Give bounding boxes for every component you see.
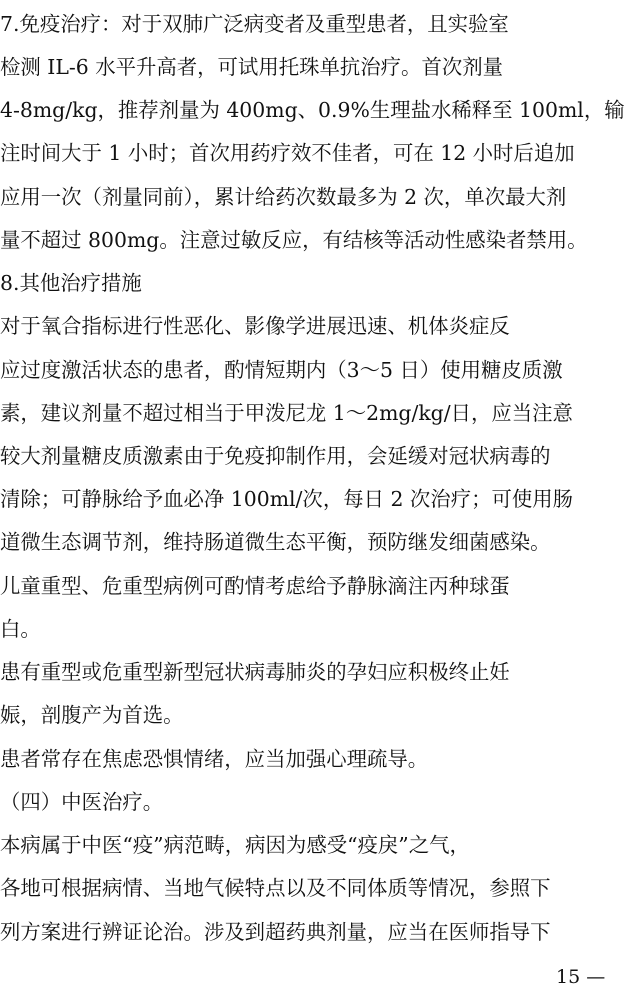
text-line: 清除；可静脉给予血必净 100ml/次，每日 2 次治疗；可使用肠 <box>0 487 574 511</box>
text-line: 白。 <box>0 617 41 641</box>
text-line: 患者常存在焦虑恐惧情绪，应当加强心理疏导。 <box>0 747 429 771</box>
page-number: 15 — <box>556 966 606 988</box>
text-line: 应用一次（剂量同前），累计给药次数最多为 2 次，单次最大剂 <box>0 185 567 209</box>
text-line: 7.免疫治疗：对于双肺广泛病变者及重型患者，且实验室 <box>0 12 509 36</box>
text-line: 素，建议剂量不超过相当于甲泼尼龙 1～2mg/kg/日，应当注意 <box>0 401 573 425</box>
text-line: 量不超过 800mg。注意过敏反应，有结核等活动性感染者禁用。 <box>0 228 588 252</box>
text-line: 儿童重型、危重型病例可酌情考虑给予静脉滴注丙种球蛋 <box>0 574 510 598</box>
text-line: 对于氧合指标进行性恶化、影像学进展迅速、机体炎症反 <box>0 314 510 338</box>
text-line: 各地可根据病情、当地气候特点以及不同体质等情况，参照下 <box>0 876 551 900</box>
text-line: 4-8mg/kg，推荐剂量为 400mg、0.9%生理盐水稀释至 100ml，输 <box>0 98 625 122</box>
text-line: 娠，剖腹产为首选。 <box>0 703 184 727</box>
text-line: 本病属于中医“疫”病范畴，病因为感受“疫戾”之气， <box>0 833 470 857</box>
section-heading: （四）中医治疗。 <box>0 790 164 814</box>
text-line: 应过度激活状态的患者，酌情短期内（3～5 日）使用糖皮质激 <box>0 358 563 382</box>
text-line: 较大剂量糖皮质激素由于免疫抑制作用，会延缓对冠状病毒的 <box>0 444 551 468</box>
text-line: 列方案进行辨证论治。涉及到超药典剂量，应当在医师指导下 <box>0 920 551 944</box>
text-line: 道微生态调节剂，维持肠道微生态平衡，预防继发细菌感染。 <box>0 530 551 554</box>
text-line: 注时间大于 1 小时；首次用药疗效不佳者，可在 12 小时后追加 <box>0 141 575 165</box>
section-heading: 8.其他治疗措施 <box>0 271 142 295</box>
text-line: 患有重型或危重型新型冠状病毒肺炎的孕妇应积极终止妊 <box>0 660 510 684</box>
text-line: 检测 IL-6 水平升高者，可试用托珠单抗治疗。首次剂量 <box>0 55 504 79</box>
